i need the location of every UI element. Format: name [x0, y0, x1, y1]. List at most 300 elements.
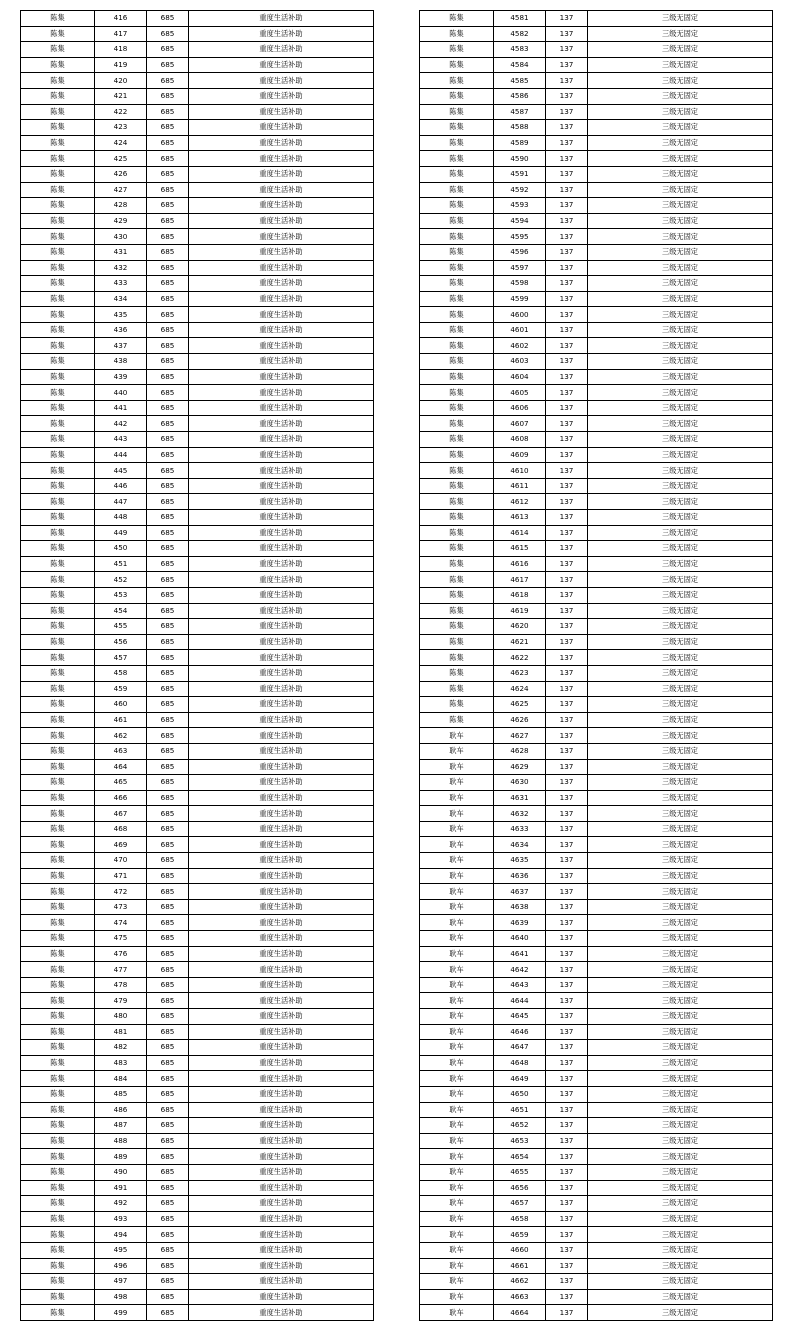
cell-serial: 447	[95, 494, 147, 510]
cell-code: 685	[147, 57, 189, 73]
table-row	[21, 1102, 374, 1118]
cell-code: 137	[546, 120, 588, 136]
cell-code: 685	[147, 369, 189, 385]
cell-code: 685	[147, 354, 189, 370]
cell-town: 陈集	[420, 400, 494, 416]
cell-serial: 4639	[494, 915, 546, 931]
cell-category: 重度生活补助	[189, 478, 374, 494]
cell-town: 陈集	[21, 307, 95, 323]
table-row	[21, 1180, 374, 1196]
cell-serial: 461	[95, 712, 147, 728]
cell-serial: 445	[95, 463, 147, 479]
cell-town: 陈集	[420, 182, 494, 198]
cell-category: 重度生活补助	[189, 104, 374, 120]
cell-category: 重度生活补助	[189, 1149, 374, 1165]
cell-category: 三级无固定	[588, 1242, 773, 1258]
cell-town: 陈集	[21, 1242, 95, 1258]
cell-town: 耿车	[420, 1211, 494, 1227]
cell-serial: 465	[95, 775, 147, 791]
cell-code: 137	[546, 26, 588, 42]
cell-category: 重度生活补助	[189, 166, 374, 182]
table-row	[21, 1274, 374, 1290]
cell-serial: 4584	[494, 57, 546, 73]
cell-serial: 4615	[494, 541, 546, 557]
cell-serial: 4603	[494, 354, 546, 370]
cell-serial: 428	[95, 198, 147, 214]
table-row	[420, 759, 773, 775]
cell-code: 685	[147, 759, 189, 775]
cell-town: 陈集	[21, 463, 95, 479]
right-table	[419, 10, 773, 1321]
cell-code: 137	[546, 712, 588, 728]
cell-serial: 4583	[494, 42, 546, 58]
cell-town: 耿车	[420, 868, 494, 884]
cell-category: 重度生活补助	[189, 1133, 374, 1149]
cell-town: 陈集	[21, 88, 95, 104]
cell-code: 685	[147, 26, 189, 42]
cell-serial: 4601	[494, 322, 546, 338]
cell-serial: 490	[95, 1164, 147, 1180]
cell-category: 三级无固定	[588, 104, 773, 120]
table-row	[21, 494, 374, 510]
table-row	[21, 1289, 374, 1305]
cell-category: 三级无固定	[588, 463, 773, 479]
cell-serial: 462	[95, 728, 147, 744]
cell-town: 耿车	[420, 1149, 494, 1165]
cell-code: 685	[147, 229, 189, 245]
table-row	[420, 57, 773, 73]
cell-code: 137	[546, 634, 588, 650]
table-row	[420, 135, 773, 151]
table-row	[21, 541, 374, 557]
cell-town: 陈集	[21, 57, 95, 73]
cell-serial: 487	[95, 1118, 147, 1134]
cell-category: 三级无固定	[588, 494, 773, 510]
cell-code: 137	[546, 322, 588, 338]
cell-category: 重度生活补助	[189, 1305, 374, 1321]
table-row	[420, 697, 773, 713]
cell-serial: 4613	[494, 510, 546, 526]
cell-serial: 437	[95, 338, 147, 354]
cell-code: 685	[147, 868, 189, 884]
cell-town: 耿车	[420, 743, 494, 759]
cell-town: 陈集	[21, 494, 95, 510]
cell-code: 685	[147, 135, 189, 151]
cell-category: 三级无固定	[588, 1164, 773, 1180]
table-row	[21, 1164, 374, 1180]
cell-town: 陈集	[21, 354, 95, 370]
cell-category: 三级无固定	[588, 1305, 773, 1321]
cell-category: 三级无固定	[588, 1040, 773, 1056]
table-row	[21, 931, 374, 947]
cell-code: 685	[147, 478, 189, 494]
cell-category: 三级无固定	[588, 322, 773, 338]
cell-code: 137	[546, 1024, 588, 1040]
cell-town: 陈集	[21, 572, 95, 588]
table-row	[21, 400, 374, 416]
cell-code: 685	[147, 1009, 189, 1025]
cell-code: 137	[546, 541, 588, 557]
cell-town: 陈集	[21, 775, 95, 791]
table-row	[420, 619, 773, 635]
table-row	[21, 166, 374, 182]
cell-town: 陈集	[21, 135, 95, 151]
cell-serial: 4626	[494, 712, 546, 728]
cell-category: 三级无固定	[588, 775, 773, 791]
table-row	[420, 447, 773, 463]
cell-town: 陈集	[21, 665, 95, 681]
cell-category: 重度生活补助	[189, 260, 374, 276]
cell-town: 陈集	[21, 619, 95, 635]
cell-town: 陈集	[21, 1180, 95, 1196]
cell-code: 137	[546, 307, 588, 323]
cell-town: 陈集	[21, 759, 95, 775]
cell-code: 137	[546, 1258, 588, 1274]
cell-category: 重度生活补助	[189, 931, 374, 947]
table-row	[21, 1071, 374, 1087]
table-row	[420, 510, 773, 526]
cell-code: 137	[546, 1227, 588, 1243]
cell-serial: 4645	[494, 1009, 546, 1025]
table-row	[420, 650, 773, 666]
cell-serial: 455	[95, 619, 147, 635]
table-row	[420, 1164, 773, 1180]
table-row	[420, 400, 773, 416]
cell-town: 陈集	[420, 338, 494, 354]
cell-town: 陈集	[420, 11, 494, 27]
cell-serial: 4617	[494, 572, 546, 588]
table-row	[420, 775, 773, 791]
cell-town: 陈集	[21, 853, 95, 869]
cell-category: 重度生活补助	[189, 790, 374, 806]
cell-town: 陈集	[21, 1196, 95, 1212]
table-row	[21, 135, 374, 151]
table-row	[21, 775, 374, 791]
table-row	[21, 587, 374, 603]
cell-code: 685	[147, 213, 189, 229]
cell-category: 三级无固定	[588, 1289, 773, 1305]
cell-serial: 452	[95, 572, 147, 588]
cell-serial: 4629	[494, 759, 546, 775]
cell-category: 三级无固定	[588, 1211, 773, 1227]
cell-town: 陈集	[21, 556, 95, 572]
cell-town: 陈集	[21, 26, 95, 42]
cell-category: 重度生活补助	[189, 494, 374, 510]
cell-town: 耿车	[420, 1305, 494, 1321]
table-row	[21, 11, 374, 27]
cell-town: 陈集	[21, 915, 95, 931]
cell-town: 陈集	[21, 260, 95, 276]
cell-code: 137	[546, 1196, 588, 1212]
cell-code: 137	[546, 73, 588, 89]
cell-town: 陈集	[21, 1227, 95, 1243]
cell-code: 137	[546, 1009, 588, 1025]
cell-town: 陈集	[21, 1149, 95, 1165]
cell-code: 685	[147, 1102, 189, 1118]
cell-town: 陈集	[21, 213, 95, 229]
cell-category: 重度生活补助	[189, 1040, 374, 1056]
table-row	[420, 884, 773, 900]
cell-category: 重度生活补助	[189, 1071, 374, 1087]
cell-serial: 475	[95, 931, 147, 947]
cell-category: 重度生活补助	[189, 244, 374, 260]
cell-serial: 4646	[494, 1024, 546, 1040]
cell-category: 三级无固定	[588, 681, 773, 697]
cell-category: 三级无固定	[588, 697, 773, 713]
table-row	[420, 73, 773, 89]
cell-code: 137	[546, 728, 588, 744]
cell-category: 三级无固定	[588, 556, 773, 572]
cell-serial: 4641	[494, 946, 546, 962]
cell-category: 重度生活补助	[189, 354, 374, 370]
cell-code: 137	[546, 276, 588, 292]
table-row	[420, 307, 773, 323]
cell-category: 三级无固定	[588, 1009, 773, 1025]
cell-serial: 4595	[494, 229, 546, 245]
cell-serial: 420	[95, 73, 147, 89]
cell-code: 685	[147, 603, 189, 619]
cell-code: 685	[147, 681, 189, 697]
cell-town: 陈集	[420, 291, 494, 307]
table-row	[420, 1242, 773, 1258]
cell-category: 重度生活补助	[189, 587, 374, 603]
cell-town: 陈集	[420, 650, 494, 666]
cell-category: 三级无固定	[588, 307, 773, 323]
cell-category: 重度生活补助	[189, 1211, 374, 1227]
cell-code: 685	[147, 1164, 189, 1180]
cell-code: 137	[546, 1289, 588, 1305]
cell-category: 三级无固定	[588, 478, 773, 494]
cell-category: 三级无固定	[588, 946, 773, 962]
cell-category: 三级无固定	[588, 432, 773, 448]
table-row	[21, 759, 374, 775]
cell-code: 137	[546, 977, 588, 993]
table-row	[21, 229, 374, 245]
cell-serial: 460	[95, 697, 147, 713]
cell-serial: 433	[95, 276, 147, 292]
table-row	[420, 977, 773, 993]
cell-serial: 4597	[494, 260, 546, 276]
cell-code: 685	[147, 151, 189, 167]
cell-category: 重度生活补助	[189, 385, 374, 401]
cell-category: 三级无固定	[588, 1133, 773, 1149]
cell-serial: 4643	[494, 977, 546, 993]
cell-serial: 4650	[494, 1086, 546, 1102]
table-row	[21, 1133, 374, 1149]
cell-serial: 422	[95, 104, 147, 120]
cell-category: 重度生活补助	[189, 541, 374, 557]
cell-category: 三级无固定	[588, 587, 773, 603]
cell-category: 重度生活补助	[189, 26, 374, 42]
cell-town: 耿车	[420, 1258, 494, 1274]
cell-town: 耿车	[420, 915, 494, 931]
cell-code: 137	[546, 619, 588, 635]
cell-town: 耿车	[420, 1274, 494, 1290]
table-row	[420, 665, 773, 681]
table-row	[21, 478, 374, 494]
cell-category: 重度生活补助	[189, 1055, 374, 1071]
table-row	[21, 291, 374, 307]
cell-category: 三级无固定	[588, 634, 773, 650]
cell-town: 陈集	[21, 276, 95, 292]
cell-serial: 469	[95, 837, 147, 853]
cell-category: 重度生活补助	[189, 510, 374, 526]
cell-code: 137	[546, 260, 588, 276]
cell-serial: 4589	[494, 135, 546, 151]
cell-category: 三级无固定	[588, 120, 773, 136]
cell-town: 耿车	[420, 1086, 494, 1102]
table-row	[21, 946, 374, 962]
cell-category: 重度生活补助	[189, 837, 374, 853]
cell-town: 陈集	[21, 510, 95, 526]
cell-town: 陈集	[420, 447, 494, 463]
cell-code: 137	[546, 993, 588, 1009]
cell-code: 685	[147, 587, 189, 603]
cell-serial: 495	[95, 1242, 147, 1258]
cell-serial: 482	[95, 1040, 147, 1056]
cell-serial: 4664	[494, 1305, 546, 1321]
cell-code: 137	[546, 946, 588, 962]
cell-serial: 4630	[494, 775, 546, 791]
table-row	[420, 587, 773, 603]
cell-serial: 416	[95, 11, 147, 27]
table-row	[420, 354, 773, 370]
cell-code: 137	[546, 1055, 588, 1071]
table-row	[420, 369, 773, 385]
cell-town: 陈集	[21, 697, 95, 713]
table-row	[21, 915, 374, 931]
cell-code: 685	[147, 806, 189, 822]
cell-code: 137	[546, 1164, 588, 1180]
cell-code: 685	[147, 650, 189, 666]
table-row	[420, 385, 773, 401]
cell-code: 685	[147, 1211, 189, 1227]
cell-code: 685	[147, 775, 189, 791]
cell-category: 重度生活补助	[189, 634, 374, 650]
cell-category: 三级无固定	[588, 151, 773, 167]
table-row	[21, 73, 374, 89]
table-row	[420, 1149, 773, 1165]
table-row	[420, 1274, 773, 1290]
cell-serial: 426	[95, 166, 147, 182]
cell-town: 耿车	[420, 1242, 494, 1258]
left-table-body	[21, 11, 374, 1321]
cell-category: 重度生活补助	[189, 572, 374, 588]
cell-serial: 4614	[494, 525, 546, 541]
cell-town: 陈集	[420, 712, 494, 728]
table-row	[420, 1086, 773, 1102]
cell-category: 重度生活补助	[189, 1024, 374, 1040]
cell-serial: 497	[95, 1274, 147, 1290]
cell-code: 685	[147, 1196, 189, 1212]
cell-town: 陈集	[420, 634, 494, 650]
cell-code: 685	[147, 525, 189, 541]
table-row	[420, 88, 773, 104]
table-row	[21, 276, 374, 292]
cell-category: 重度生活补助	[189, 416, 374, 432]
table-row	[21, 634, 374, 650]
table-row	[420, 681, 773, 697]
table-row	[21, 837, 374, 853]
cell-category: 重度生活补助	[189, 400, 374, 416]
table-row	[420, 104, 773, 120]
cell-category: 重度生活补助	[189, 775, 374, 791]
table-row	[420, 11, 773, 27]
cell-serial: 4605	[494, 385, 546, 401]
cell-serial: 4660	[494, 1242, 546, 1258]
cell-category: 重度生活补助	[189, 665, 374, 681]
cell-serial: 4612	[494, 494, 546, 510]
cell-serial: 421	[95, 88, 147, 104]
cell-code: 137	[546, 42, 588, 58]
cell-category: 三级无固定	[588, 1274, 773, 1290]
cell-code: 137	[546, 447, 588, 463]
table-row	[21, 1211, 374, 1227]
cell-code: 685	[147, 1289, 189, 1305]
cell-serial: 4624	[494, 681, 546, 697]
cell-category: 三级无固定	[588, 88, 773, 104]
cell-town: 耿车	[420, 837, 494, 853]
cell-code: 137	[546, 931, 588, 947]
cell-code: 685	[147, 619, 189, 635]
cell-code: 137	[546, 463, 588, 479]
table-row	[420, 1305, 773, 1321]
table-row	[21, 1258, 374, 1274]
cell-category: 重度生活补助	[189, 603, 374, 619]
cell-code: 685	[147, 244, 189, 260]
cell-town: 陈集	[420, 166, 494, 182]
table-row	[21, 1055, 374, 1071]
cell-serial: 4657	[494, 1196, 546, 1212]
cell-code: 137	[546, 151, 588, 167]
right-table-body	[420, 11, 773, 1321]
cell-code: 685	[147, 1024, 189, 1040]
cell-town: 陈集	[21, 634, 95, 650]
table-row	[21, 120, 374, 136]
cell-serial: 446	[95, 478, 147, 494]
cell-category: 三级无固定	[588, 790, 773, 806]
cell-town: 陈集	[420, 276, 494, 292]
cell-code: 137	[546, 650, 588, 666]
cell-category: 重度生活补助	[189, 1180, 374, 1196]
cell-town: 耿车	[420, 977, 494, 993]
cell-serial: 468	[95, 821, 147, 837]
cell-code: 685	[147, 884, 189, 900]
cell-town: 陈集	[420, 619, 494, 635]
cell-serial: 4644	[494, 993, 546, 1009]
cell-code: 685	[147, 432, 189, 448]
cell-code: 137	[546, 510, 588, 526]
cell-town: 陈集	[21, 837, 95, 853]
cell-town: 陈集	[420, 260, 494, 276]
table-row	[420, 993, 773, 1009]
cell-town: 陈集	[420, 665, 494, 681]
cell-category: 三级无固定	[588, 712, 773, 728]
cell-category: 重度生活补助	[189, 57, 374, 73]
cell-serial: 429	[95, 213, 147, 229]
cell-town: 陈集	[420, 572, 494, 588]
cell-town: 陈集	[420, 556, 494, 572]
cell-code: 685	[147, 712, 189, 728]
cell-serial: 4628	[494, 743, 546, 759]
cell-code: 685	[147, 260, 189, 276]
table-row	[420, 291, 773, 307]
cell-code: 685	[147, 1086, 189, 1102]
cell-serial: 453	[95, 587, 147, 603]
cell-code: 137	[546, 681, 588, 697]
cell-code: 137	[546, 1102, 588, 1118]
cell-serial: 4648	[494, 1055, 546, 1071]
